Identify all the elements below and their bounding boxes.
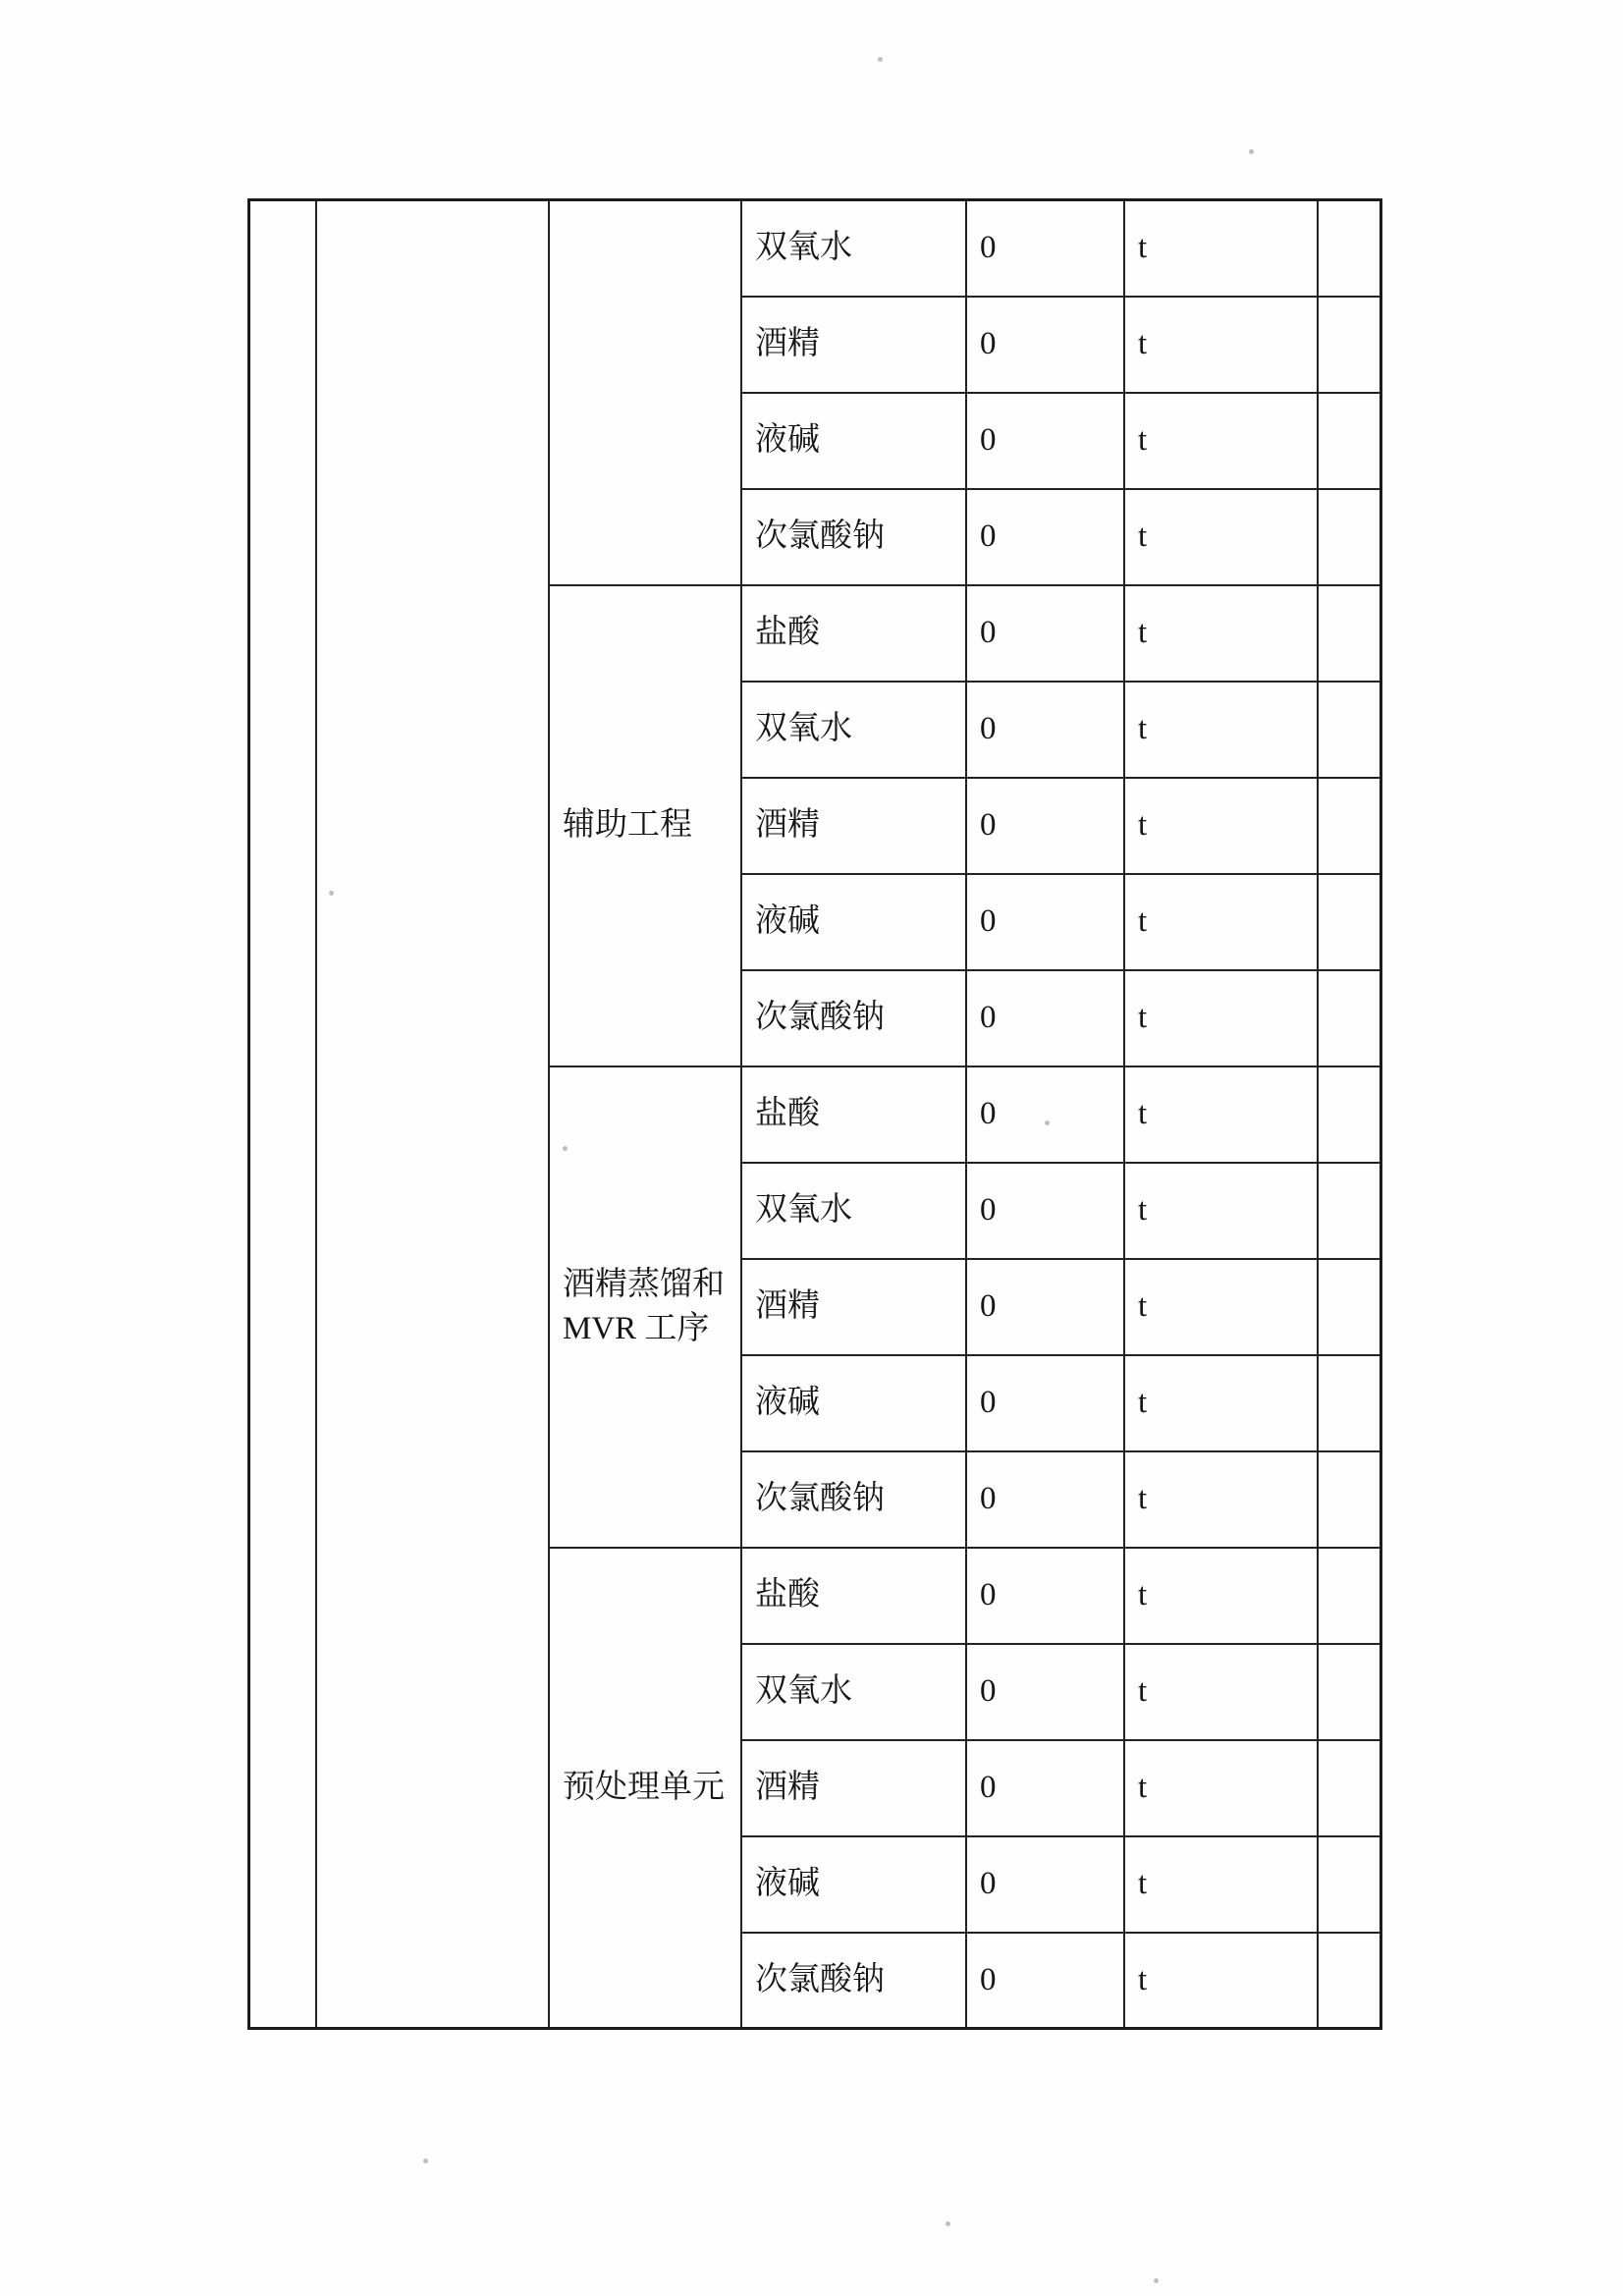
trailing-cell xyxy=(1318,200,1381,297)
amount-cell: 0 xyxy=(966,1836,1124,1933)
material-cell: 盐酸 xyxy=(741,1548,966,1644)
process-group-cell xyxy=(549,585,741,1066)
amount-cell: 0 xyxy=(966,200,1124,297)
trailing-cell xyxy=(1318,1836,1381,1933)
unit-cell: t xyxy=(1124,1451,1318,1548)
amount-cell: 0 xyxy=(966,1740,1124,1836)
unit-cell: t xyxy=(1124,1066,1318,1163)
amount-cell: 0 xyxy=(966,1451,1124,1548)
group-label: 辅助工程 xyxy=(563,807,692,844)
trailing-cell xyxy=(1318,1066,1381,1163)
amount-cell: 0 xyxy=(966,489,1124,585)
amount-cell: 0 xyxy=(966,970,1124,1066)
trailing-cell xyxy=(1318,874,1381,970)
trailing-cell xyxy=(1318,1259,1381,1355)
unit-cell: t xyxy=(1124,1644,1318,1740)
trailing-cell xyxy=(1318,682,1381,778)
process-group-cell xyxy=(549,1066,741,1548)
trailing-cell xyxy=(1318,1451,1381,1548)
amount-cell: 0 xyxy=(966,1933,1124,2029)
material-cell: 盐酸 xyxy=(741,585,966,682)
material-cell: 盐酸 xyxy=(741,1066,966,1163)
amount-cell: 0 xyxy=(966,297,1124,393)
trailing-cell xyxy=(1318,1355,1381,1451)
material-cell: 酒精 xyxy=(741,297,966,393)
material-cell: 双氧水 xyxy=(741,1644,966,1740)
table-row xyxy=(249,200,1381,297)
unit-cell: t xyxy=(1124,1836,1318,1933)
amount-cell: 0 xyxy=(966,393,1124,489)
material-cell: 双氧水 xyxy=(741,1163,966,1259)
process-group-cell xyxy=(549,200,741,585)
amount-cell: 0 xyxy=(966,1259,1124,1355)
scan-speck xyxy=(423,2159,428,2163)
unit-cell: t xyxy=(1124,1933,1318,2029)
group-label: MVR 工序 xyxy=(563,1310,710,1346)
section-spacer-cell xyxy=(316,200,549,2029)
material-cell: 酒精 xyxy=(741,1740,966,1836)
trailing-cell xyxy=(1318,585,1381,682)
unit-cell: t xyxy=(1124,778,1318,874)
amount-cell: 0 xyxy=(966,1066,1124,1163)
left-margin-cell xyxy=(249,200,317,2029)
amount-cell: 0 xyxy=(966,682,1124,778)
unit-cell: t xyxy=(1124,489,1318,585)
amount-cell: 0 xyxy=(966,1163,1124,1259)
scan-speck xyxy=(563,1146,568,1151)
trailing-cell xyxy=(1318,970,1381,1066)
material-cell: 双氧水 xyxy=(741,200,966,297)
amount-cell: 0 xyxy=(966,1355,1124,1451)
trailing-cell xyxy=(1318,297,1381,393)
unit-cell: t xyxy=(1124,682,1318,778)
unit-cell: t xyxy=(1124,297,1318,393)
scan-speck xyxy=(1045,1121,1050,1125)
scan-speck xyxy=(329,891,334,896)
amount-cell: 0 xyxy=(966,1548,1124,1644)
material-cell: 液碱 xyxy=(741,1355,966,1451)
material-cell: 次氯酸钠 xyxy=(741,970,966,1066)
materials-consumption-table xyxy=(247,198,1382,2030)
unit-cell: t xyxy=(1124,1163,1318,1259)
unit-cell: t xyxy=(1124,585,1318,682)
trailing-cell xyxy=(1318,489,1381,585)
group-label: 酒精蒸馏和 xyxy=(563,1266,725,1302)
unit-cell: t xyxy=(1124,1355,1318,1451)
material-cell: 双氧水 xyxy=(741,682,966,778)
scan-speck xyxy=(946,2221,950,2226)
material-cell: 液碱 xyxy=(741,1836,966,1933)
unit-cell: t xyxy=(1124,1548,1318,1644)
group-label: 预处理单元 xyxy=(563,1769,725,1805)
scan-speck xyxy=(878,57,883,62)
process-group-cell xyxy=(549,1548,741,2029)
scan-speck xyxy=(1249,149,1254,154)
trailing-cell xyxy=(1318,393,1381,489)
trailing-cell xyxy=(1318,1740,1381,1836)
trailing-cell xyxy=(1318,1163,1381,1259)
material-cell: 次氯酸钠 xyxy=(741,489,966,585)
unit-cell: t xyxy=(1124,874,1318,970)
amount-cell: 0 xyxy=(966,1644,1124,1740)
material-cell: 液碱 xyxy=(741,393,966,489)
amount-cell: 0 xyxy=(966,874,1124,970)
material-cell: 酒精 xyxy=(741,778,966,874)
trailing-cell xyxy=(1318,778,1381,874)
unit-cell: t xyxy=(1124,200,1318,297)
material-cell: 次氯酸钠 xyxy=(741,1451,966,1548)
material-cell: 次氯酸钠 xyxy=(741,1933,966,2029)
trailing-cell xyxy=(1318,1644,1381,1740)
unit-cell: t xyxy=(1124,1740,1318,1836)
scan-speck xyxy=(1154,2278,1159,2283)
trailing-cell xyxy=(1318,1933,1381,2029)
material-cell: 酒精 xyxy=(741,1259,966,1355)
unit-cell: t xyxy=(1124,393,1318,489)
trailing-cell xyxy=(1318,1548,1381,1644)
material-cell: 液碱 xyxy=(741,874,966,970)
unit-cell: t xyxy=(1124,970,1318,1066)
unit-cell: t xyxy=(1124,1259,1318,1355)
amount-cell: 0 xyxy=(966,585,1124,682)
amount-cell: 0 xyxy=(966,778,1124,874)
